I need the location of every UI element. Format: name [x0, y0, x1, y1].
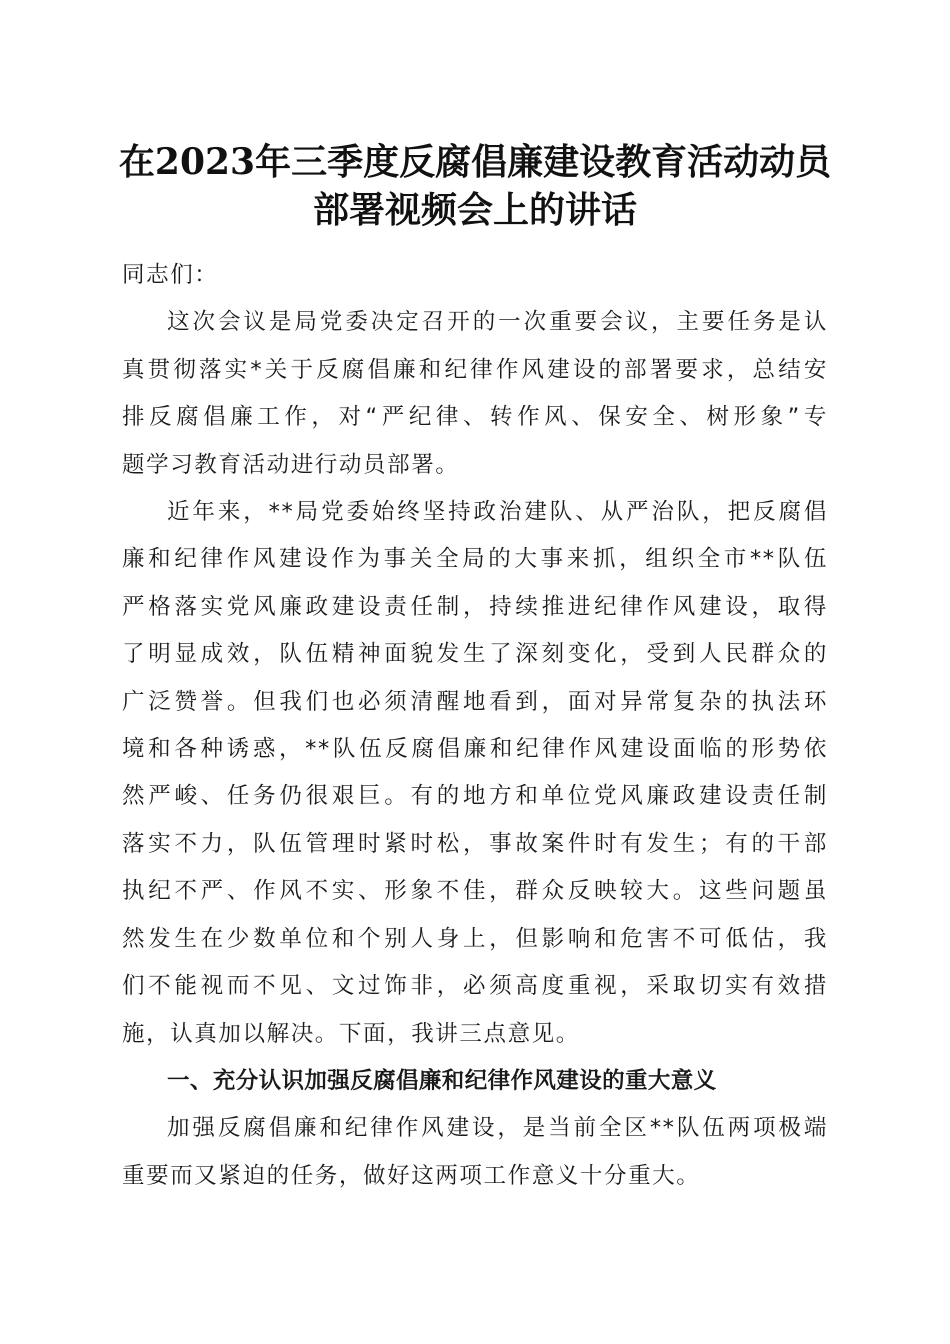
paragraph-line: 真贯彻落实*关于反腐倡廉和纪律作风建设的部署要求，总结安	[122, 356, 828, 383]
paragraph-line: 这次会议是局党委决定召开的一次重要会议，主要任务是认	[167, 309, 828, 336]
paragraph-line: 然严峻、任务仍很艰巨。有的地方和单位党风廉政建设责任制	[122, 783, 828, 810]
paragraph-line: 加强反腐倡廉和纪律作风建设，是当前全区**队伍两项极端	[167, 1115, 828, 1142]
title-line-2: 部署视频会上的讲话	[312, 189, 637, 231]
paragraph-line: 境和各种诱惑，**队伍反腐倡廉和纪律作风建设面临的形势依	[122, 736, 828, 763]
salutation: 同志们：	[122, 262, 219, 288]
paragraph-line: 重要而又紧迫的任务，做好这两项工作意义十分重大。	[122, 1162, 701, 1189]
paragraph-line: 施，认真加以解决。下面，我讲三点意见。	[122, 1020, 580, 1047]
paragraph-2	[122, 489, 828, 1058]
paragraph-1	[122, 299, 828, 489]
paragraph-line: 广泛赞誉。但我们也必须清醒地看到，面对异常复杂的执法环	[122, 688, 828, 715]
paragraph-3	[122, 1105, 828, 1200]
paragraph-line: 排反腐倡廉工作，对“严纪律、转作风、保安全、树形象”专	[122, 404, 828, 431]
paragraph-line: 然发生在少数单位和个别人身上，但影响和危害不可低估，我	[122, 925, 828, 952]
title-line-1: 在2023年三季度反腐倡廉建设教育活动动员	[118, 141, 832, 183]
paragraph-line: 了明显成效，队伍精神面貌发生了深刻变化，受到人民群众的	[122, 641, 828, 668]
paragraph-line: 们不能视而不见、文过饰非，必须高度重视，采取切实有效措	[122, 973, 828, 1000]
paragraph-line: 题学习教育活动进行动员部署。	[122, 451, 460, 478]
paragraph-line: 落实不力，队伍管理时紧时松，事故案件时有发生；有的干部	[122, 830, 828, 857]
paragraph-line: 近年来，**局党委始终坚持政治建队、从严治队，把反腐倡	[167, 499, 828, 526]
paragraph-line: 严格落实党风廉政建设责任制，持续推进纪律作风建设，取得	[122, 593, 828, 620]
document-body	[122, 252, 828, 1200]
paragraph-line: 廉和纪律作风建设作为事关全局的大事来抓，组织全市**队伍	[122, 546, 828, 573]
document-title	[100, 138, 850, 234]
paragraph-line: 执纪不严、作风不实、形象不佳，群众反映较大。这些问题虽	[122, 878, 828, 905]
section-heading-1: 一、充分认识加强反腐倡廉和纪律作风建设的重大意义	[167, 1067, 717, 1094]
